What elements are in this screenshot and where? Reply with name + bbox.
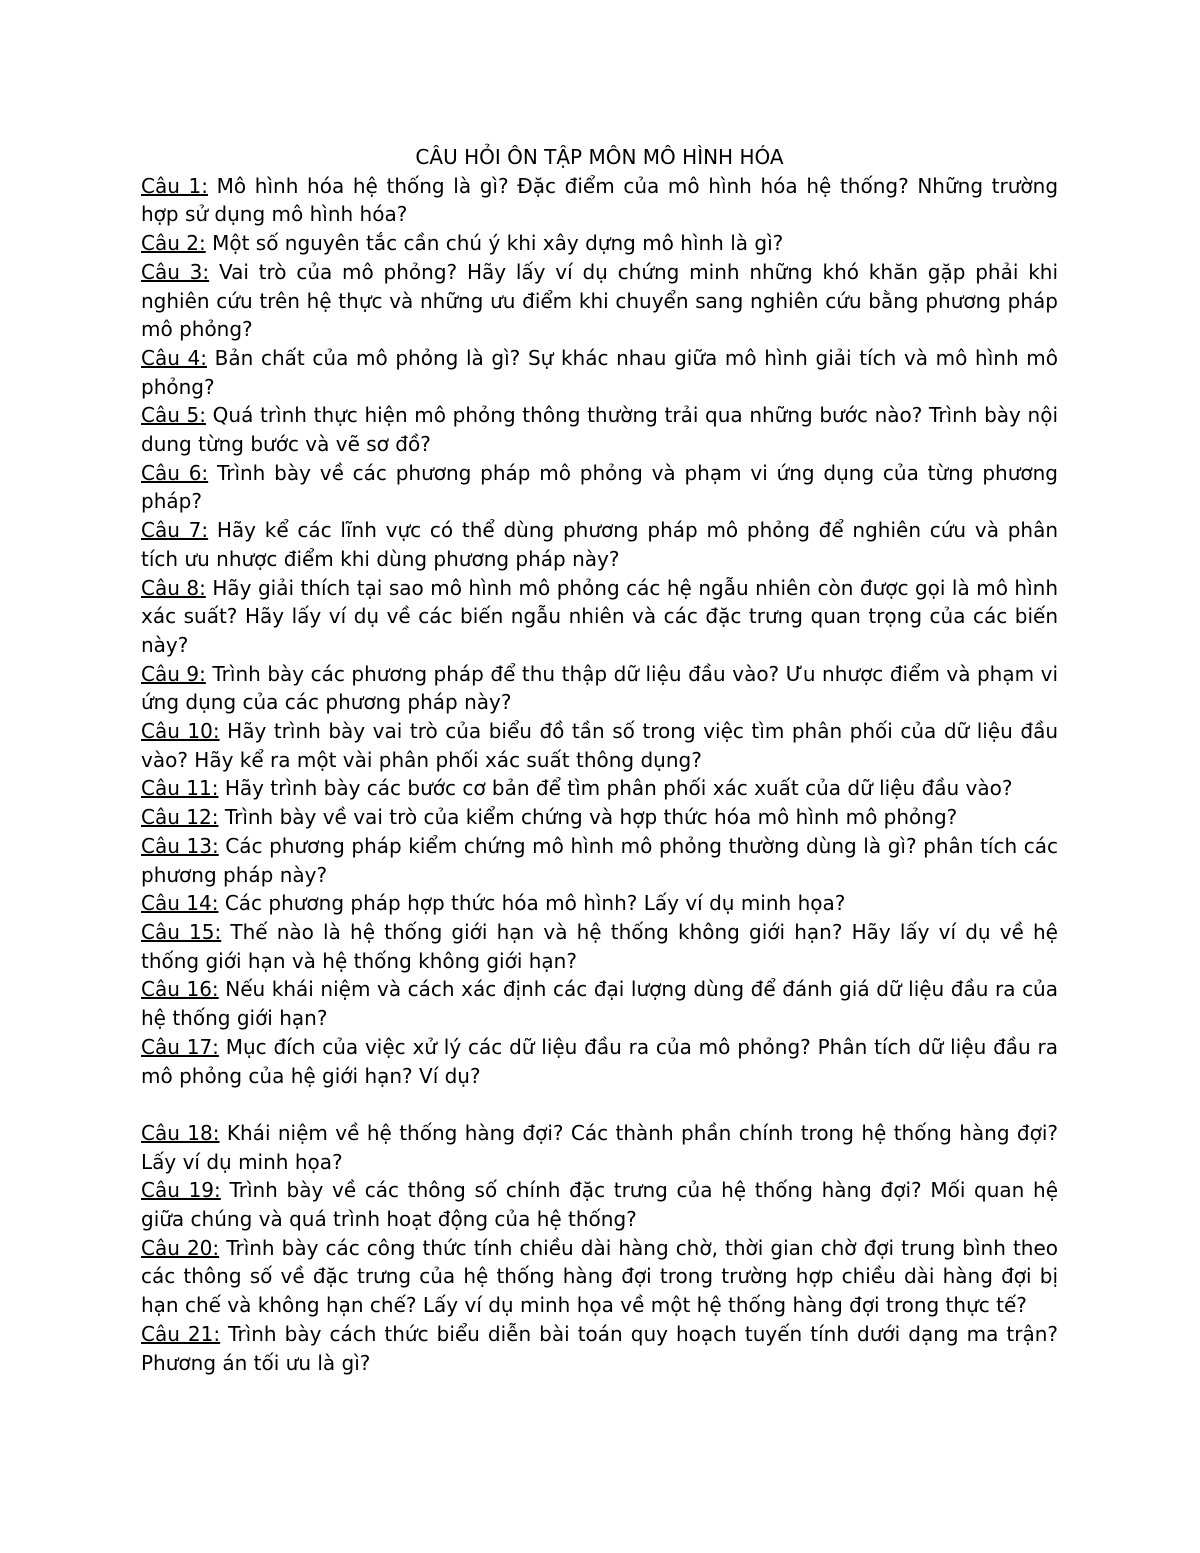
question-label: Câu 6: [141, 460, 209, 485]
question-text: Thế nào là hệ thống giới hạn và hệ thống không giới hạn? Hãy lấy ví dụ về hệ thống giới hạn và hệ thống không giới hạn? [141, 919, 1058, 973]
question-text: Hãy trình bày vai trò của biểu đồ tần số trong việc tìm phân phối của dữ liệu đầu vào? Hãy kể ra một vài phân phối xác suất thông dụng? [141, 719, 1058, 772]
question-13 [141, 832, 1058, 889]
question-text: Mô hình hóa hệ thống là gì? Đặc điểm của mô hình hóa hệ thống? Những trường hợp sử dụng mô hình hóa? [141, 173, 1059, 227]
question-label: Câu 17: [141, 1034, 219, 1059]
question-text: Mục đích của việc xử lý các dữ liệu đầu ra của mô phỏng? Phân tích dữ liệu đầu ra mô phỏng của hệ giới hạn? Ví dụ? [141, 1034, 1058, 1088]
question-text: Các phương pháp hợp thức hóa mô hình? Lấy ví dụ minh họa? [224, 891, 846, 916]
question-text: Bản chất của mô phỏng là gì? Sự khác nhau giữa mô hình giải tích và mô hình mô phỏng? [141, 345, 1059, 399]
question-label: Câu 10: [141, 719, 220, 744]
question-10 [141, 717, 1058, 774]
question-label: Câu 11: [141, 776, 219, 801]
question-6 [141, 459, 1058, 516]
question-text: Hãy giải thích tại sao mô hình mô phỏng các hệ ngẫu nhiên còn được gọi là mô hình xác suất? Hãy lấy ví dụ về các biến ngẫu nhiên và các đặc trưng quan trọng của các biến này? [141, 575, 1058, 657]
question-12 [141, 803, 1058, 832]
question-4 [141, 344, 1058, 401]
question-label: Câu 19: [141, 1178, 221, 1203]
question-text: Trình bày về vai trò của kiểm chứng và hợp thức hóa mô hình mô phỏng? [224, 805, 958, 830]
blank-line [141, 1090, 1058, 1119]
question-label: Câu 14: [141, 891, 219, 916]
question-label: Câu 18: [141, 1120, 220, 1145]
question-text: Quá trình thực hiện mô phỏng thông thường trải qua những bước nào? Trình bày nội dung từng bước và vẽ sơ đồ? [141, 403, 1059, 457]
question-text: Hãy trình bày các bước cơ bản để tìm phân phối xác xuất của dữ liệu đầu vào? [224, 776, 1013, 801]
question-21 [141, 1320, 1058, 1377]
question-label: Câu 13: [141, 833, 219, 858]
question-14 [141, 889, 1058, 918]
question-3 [141, 258, 1058, 344]
question-18 [141, 1119, 1058, 1176]
question-text: Vai trò của mô phỏng? Hãy lấy ví dụ chứng minh những khó khăn gặp phải khi nghiên cứu trên hệ thực và những ưu điểm khi chuyển sang nghiên cứu bằng phương pháp mô phỏng? [141, 259, 1059, 342]
question-label: Câu 16: [141, 977, 219, 1002]
question-9 [141, 660, 1058, 717]
question-16 [141, 975, 1058, 1032]
question-17 [141, 1033, 1058, 1090]
question-text: Trình bày về các phương pháp mô phỏng và phạm vi ứng dụng của từng phương pháp? [141, 460, 1058, 514]
question-7 [141, 516, 1058, 573]
question-label: Câu 15: [141, 919, 222, 944]
question-2 [141, 229, 1058, 258]
question-label: Câu 20: [141, 1235, 220, 1260]
question-label: Câu 2: [141, 231, 206, 256]
question-1 [141, 172, 1058, 229]
question-label: Câu 8: [141, 575, 206, 600]
question-text: Hãy kể các lĩnh vực có thể dùng phương pháp mô phỏng để nghiên cứu và phân tích ưu nhược điểm khi dùng phương pháp này? [141, 518, 1059, 571]
question-label: Câu 4: [141, 345, 208, 370]
question-label: Câu 12: [141, 805, 219, 830]
question-text: Khái niệm về hệ thống hàng đợi? Các thành phần chính trong hệ thống hàng đợi? Lấy ví dụ minh họa? [141, 1120, 1059, 1174]
question-text: Trình bày về các thông số chính đặc trưng của hệ thống hàng đợi? Mối quan hệ giữa chúng và quá trình hoạt động của hệ thống? [141, 1178, 1059, 1231]
question-text: Trình bày cách thức biểu diễn bài toán quy hoạch tuyến tính dưới dạng ma trận? Phương án tối ưu là gì? [141, 1321, 1058, 1375]
question-text: Nếu khái niệm và cách xác định các đại lượng dùng để đánh giá dữ liệu đầu ra của hệ thống giới hạn? [141, 977, 1058, 1031]
question-8 [141, 574, 1058, 660]
question-5 [141, 401, 1058, 458]
question-label: Câu 3: [141, 259, 210, 284]
question-15 [141, 918, 1058, 975]
question-20 [141, 1234, 1058, 1320]
question-text: Một số nguyên tắc cần chú ý khi xây dựng mô hình là gì? [212, 231, 784, 256]
question-label: Câu 9: [141, 661, 206, 686]
question-text: Trình bày các công thức tính chiều dài hàng chờ, thời gian chờ đợi trung bình theo các thông số về đặc trưng của hệ thống hàng đợi trong trường hợp chiều dài hàng đợi bị hạn chế và không hạn chế? Lấy ví dụ minh họa về một hệ thống hàng đợi trong thực tế? [141, 1235, 1058, 1318]
question-text: Trình bày các phương pháp để thu thập dữ liệu đầu vào? Ưu nhược điểm và phạm vi ứng dụng của các phương pháp này? [141, 661, 1058, 715]
document-body [141, 143, 1058, 1377]
question-11 [141, 774, 1058, 803]
document-title: CÂU HỎI ÔN TẬP MÔN MÔ HÌNH HÓA [415, 145, 784, 169]
question-label: Câu 5: [141, 403, 207, 428]
question-text: Các phương pháp kiểm chứng mô hình mô phỏng thường dùng là gì? phân tích các phương pháp này? [141, 833, 1058, 887]
question-label: Câu 1: [141, 173, 209, 198]
question-label: Câu 7: [141, 518, 209, 543]
question-19 [141, 1176, 1058, 1233]
question-label: Câu 21: [141, 1321, 221, 1346]
